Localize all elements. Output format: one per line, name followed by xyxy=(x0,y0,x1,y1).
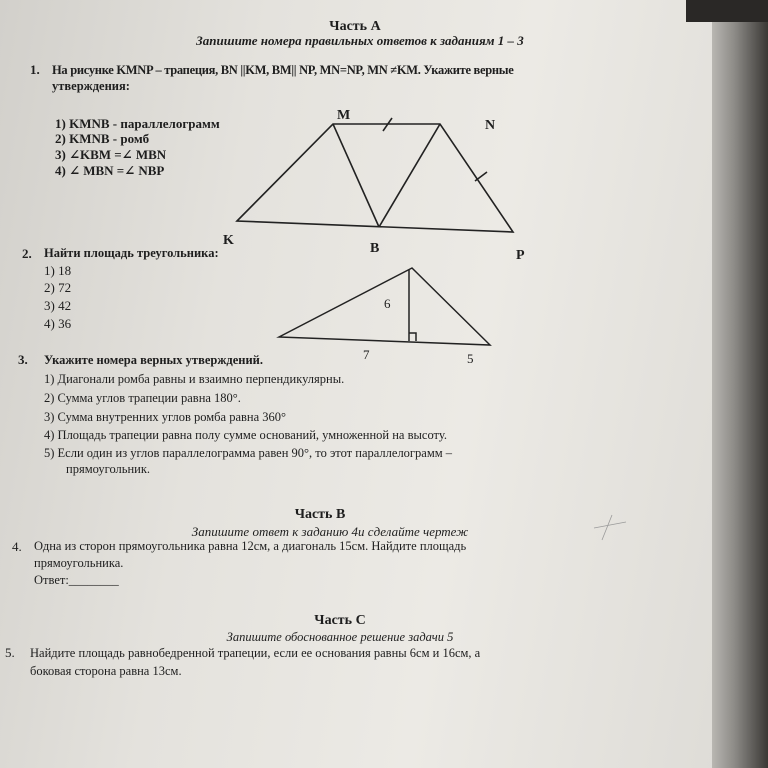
q3-option-5-cont: прямоугольник. xyxy=(66,462,151,476)
q3-text: Укажите номера верных утверждений. xyxy=(44,353,263,367)
q1-option-1: 1) KMNB - параллелограмм xyxy=(55,116,220,131)
trapezoid-figure xyxy=(237,118,513,232)
q3-number: 3. xyxy=(18,352,28,367)
q1-number: 1. xyxy=(30,62,40,77)
label-n: N xyxy=(485,118,496,133)
tick-np xyxy=(475,172,487,181)
q4-number: 4. xyxy=(12,539,22,554)
part-c-instruction: Запишите обоснованное решение задачи 5 xyxy=(226,630,454,644)
triangle-left-base-label: 7 xyxy=(363,347,370,362)
q2-option-4: 4) 36 xyxy=(44,316,72,331)
q1-option-3: 3) ∠KBM =∠ MBN xyxy=(55,147,167,162)
q4-text-line2: прямоугольника. xyxy=(34,556,124,570)
q4-text-line1: Одна из сторон прямоугольника равна 12см, а диагональ 15см. Найдите площадь xyxy=(34,539,467,553)
q3-option-3: 3) Сумма внутренних углов ромба равна 360° xyxy=(44,410,287,424)
q1-text-line2: утверждения: xyxy=(52,79,130,93)
segment-bn xyxy=(379,124,440,227)
q3-option-4: 4) Площадь трапеции равна полу сумме оснований, умноженной на высоту. xyxy=(44,428,447,442)
q4-answer-line: Ответ:________ xyxy=(34,573,119,587)
q3-option-2: 2) Сумма углов трапеции равна 180°. xyxy=(44,391,241,405)
q2-option-1: 1) 18 xyxy=(44,263,72,278)
label-k: K xyxy=(223,233,234,248)
pencil-marks xyxy=(594,515,626,540)
label-m: M xyxy=(337,108,351,123)
q1-option-2: 2) KMNB - ромб xyxy=(55,131,150,146)
label-b: B xyxy=(370,241,380,256)
q3-option-1: 1) Диагонали ромба равны и взаимно перпендикулярны. xyxy=(44,372,345,386)
q2-option-2: 2) 72 xyxy=(44,280,72,295)
q1-option-4: 4) ∠ MBN =∠ NBP xyxy=(55,163,165,178)
part-b-title: Часть В xyxy=(294,507,346,522)
q2-option-3: 3) 42 xyxy=(44,298,72,313)
part-c-title: Часть С xyxy=(314,613,366,628)
segment-mb xyxy=(333,124,379,227)
part-a-title: Часть А xyxy=(329,19,381,34)
triangle-height-label: 6 xyxy=(384,296,391,311)
q5-text-line1: Найдите площадь равнобедренной трапеции, если ее основания равны 6см и 16см, а xyxy=(30,646,481,660)
q1-text-line1: На рисунке KMNP – трапеция, BN ||KM, BM|| NP, MN=NP, MN ≠KM. Укажите верные xyxy=(52,63,514,77)
label-p: P xyxy=(516,248,525,263)
q2-text: Найти площадь треугольника: xyxy=(44,246,219,260)
part-b-instruction: Запишите ответ к заданию 4и сделайте чертеж xyxy=(191,524,469,539)
q5-text-line2: боковая сторона равна 13см. xyxy=(30,664,182,678)
right-angle-mark xyxy=(409,333,416,341)
q3-option-5: 5) Если один из углов параллелограмма равен 90°, то этот параллелограмм – xyxy=(44,446,453,460)
trapezoid-outline xyxy=(237,124,513,232)
q2-number: 2. xyxy=(22,246,32,261)
triangle-right-base-label: 5 xyxy=(467,351,474,366)
part-a-instruction: Запишите номера правильных ответов к заданиям 1 – 3 xyxy=(196,33,524,48)
q5-number: 5. xyxy=(5,645,15,660)
